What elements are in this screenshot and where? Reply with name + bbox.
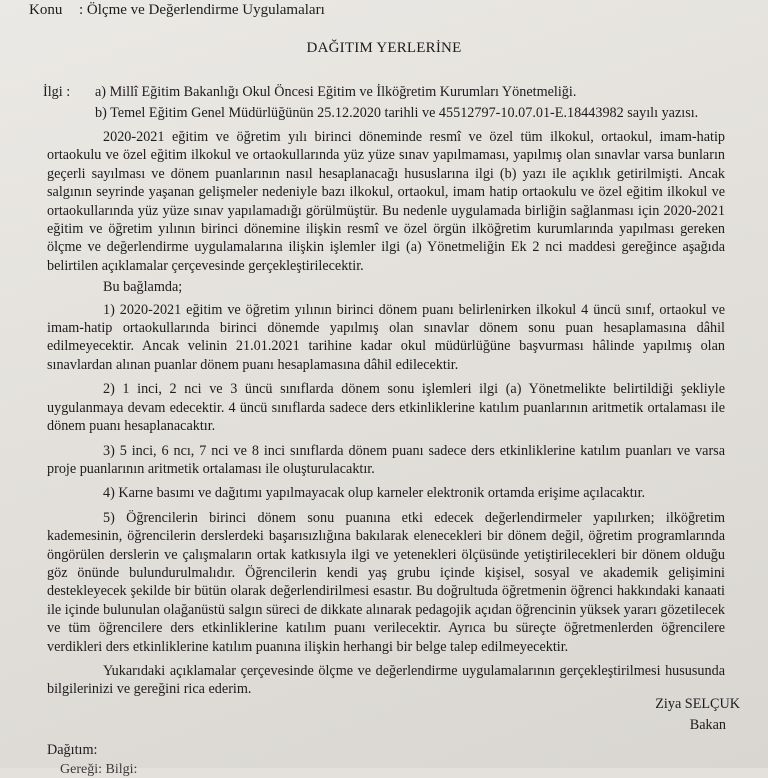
recipient-heading: DAĞITIM YERLERİNE [306,40,462,56]
reference-item-b: b) Temel Eğitim Genel Müdürlüğünün 25.12.2020 tarihli ve 45512797-10.07.01-E.18443982 sayılı yazısı. [95,105,699,121]
item-paragraph-5: 5) Öğrencilerin birinci dönem sonu puanına etki edecek değerlendirmeler yapılırken; ilköğretim kademesinin, öğrencilerin derslerdeki başarısızlığına bakılarak elenecekleri bir dönem değil, öğretim programlarında öngörülen derslerin ve çalışmaların ortak katkısıyla ilgi ve yetenekleri ölçüsünde yetiştirilecekleri bir dönem olduğu göz önünde bulundurulmalıdır. Öğrencilerin kendi yaş grubu içinde kişisel, sosyal ve akademik gelişimini destekleyecek şekilde bir bütün olarak değerlendirilmesi esastır. Bu doğrultuda öğretmenin öğrenci hakkındaki kanaati ile içinde bulunulan olağanüstü salgın süreci de dikkate alınarak pedagojik açıdan öğrencinin yüksek yararı gözetilecek ve tüm öğrencilere ders etkinliklerine katılım puanı verilecektir. Ayrıca bu süreçte öğretmenlerden öğrencilere verdikleri ders etkinliklerine katılım puanına ilişkin herhangi bir belge talep edilmeyecektir. [47,509,725,655]
distribution-label: Dağıtım: [47,742,98,758]
intro-paragraph: 2020-2021 eğitim ve öğretim yılı birinci döneminde resmî ve özel tüm ilkokul, ortaokul, imam-hatip ortaokulu ve özel eğitim ilkokul ve ortaokullarında yüz yüze sınav yapılmaması, yapılmış olan sınavlar varsa bunların geçerli sayılması ve dönem puanlarının nasıl hesaplanacağı hususlarına ilgi (b) yazı ile açıklık getirilmişti. Ancak salgının seyrinde yaşanan gelişmeler nedeniyle bazı ilkokul, ortaokul, imam hatip ortaokulu ve özel eğitim ilkokul ve ortaokullarında yüz yüze sınav yapılamadığı görülmüştür. Bu nedenle uygulamada birliğin sağlanması için 2020-2021 eğitim ve öğretim yılının birinci dönemine ilişkin resmî ve özel örgün ilköğretim kurumlarında yapılması gereken ölçme ve değerlendirme uygulamalarına ilişkin işlemler ilgi (a) Yönetmeliğin Ek 2 nci maddesi gereğince aşağıda belirtilen açıklamalar çerçevesinde gerçekleştirilecektir. [47,129,725,274]
closing-paragraph: Yukarıdaki açıklamalar çerçevesinde ölçme ve değerlendirme uygulamalarının gerçekleştirilmesi hususunda bilgilerinizi ve gereğini rica ederim. [47,662,725,698]
letter-body [47,128,725,703]
subject-text: : Ölçme ve Değerlendirme Uygulamaları [79,2,325,18]
subject-line [29,2,325,19]
item-paragraph-4: 4) Karne basımı ve dağıtımı yapılmayacak olup karneler elektronik ortamda erişime açılacaktır. [103,485,646,502]
item-paragraph-2: 2) 1 inci, 2 nci ve 3 üncü sınıflarda dönem sonu işlemleri ilgi (a) Yönetmelikte belirtildiği şekliyle uygulanmaya devam edecektir. 4 üncü sınıflarda sadece ders etkinliklerine katılım puanlarının aritmetik ortalaması ile dönem puanı hesaplanacaktır. [47,381,725,435]
reference-block [43,82,698,124]
signature-block [655,694,740,736]
subject-label: Konu [29,2,63,18]
reference-item-a: a) Millî Eğitim Bakanlığı Okul Öncesi Eğitim ve İlköğretim Kurumları Yönetmeliği. [95,84,577,100]
item-paragraph-1: 1) 2020-2021 eğitim ve öğretim yılının birinci dönem puanı belirlenirken ilkokul 4 üncü sınıf, ortaokul ve imam-hatip ortaokullarında birinci dönemde yapılmış olan sınavlar dönem sonu puan hesaplamasına dâhil edilmeyecektir. Ancak velinin 21.01.2021 tarihine kadar okul müdürlüğüne başvurması hâlinde yapılmış olan sınavlardan alınan puanlar dönem puanı hesaplamasına dâhil edilecektir. [47,301,725,373]
signatory-title: Bakan [689,717,726,733]
reference-label: İlgi : [43,84,71,100]
distribution-cutoff-line: Gereği: Bilgi: [60,762,138,777]
signatory-name: Ziya SELÇUK [655,696,740,712]
item-paragraph-3: 3) 5 inci, 6 ncı, 7 nci ve 8 inci sınıflarda dönem puanı sadece ders etkinliklerine katılım puanları ve varsa proje puanlarının aritmetik ortalaması ile oluşturulacaktır. [47,442,725,477]
context-paragraph: Bu bağlamda; [103,279,183,296]
